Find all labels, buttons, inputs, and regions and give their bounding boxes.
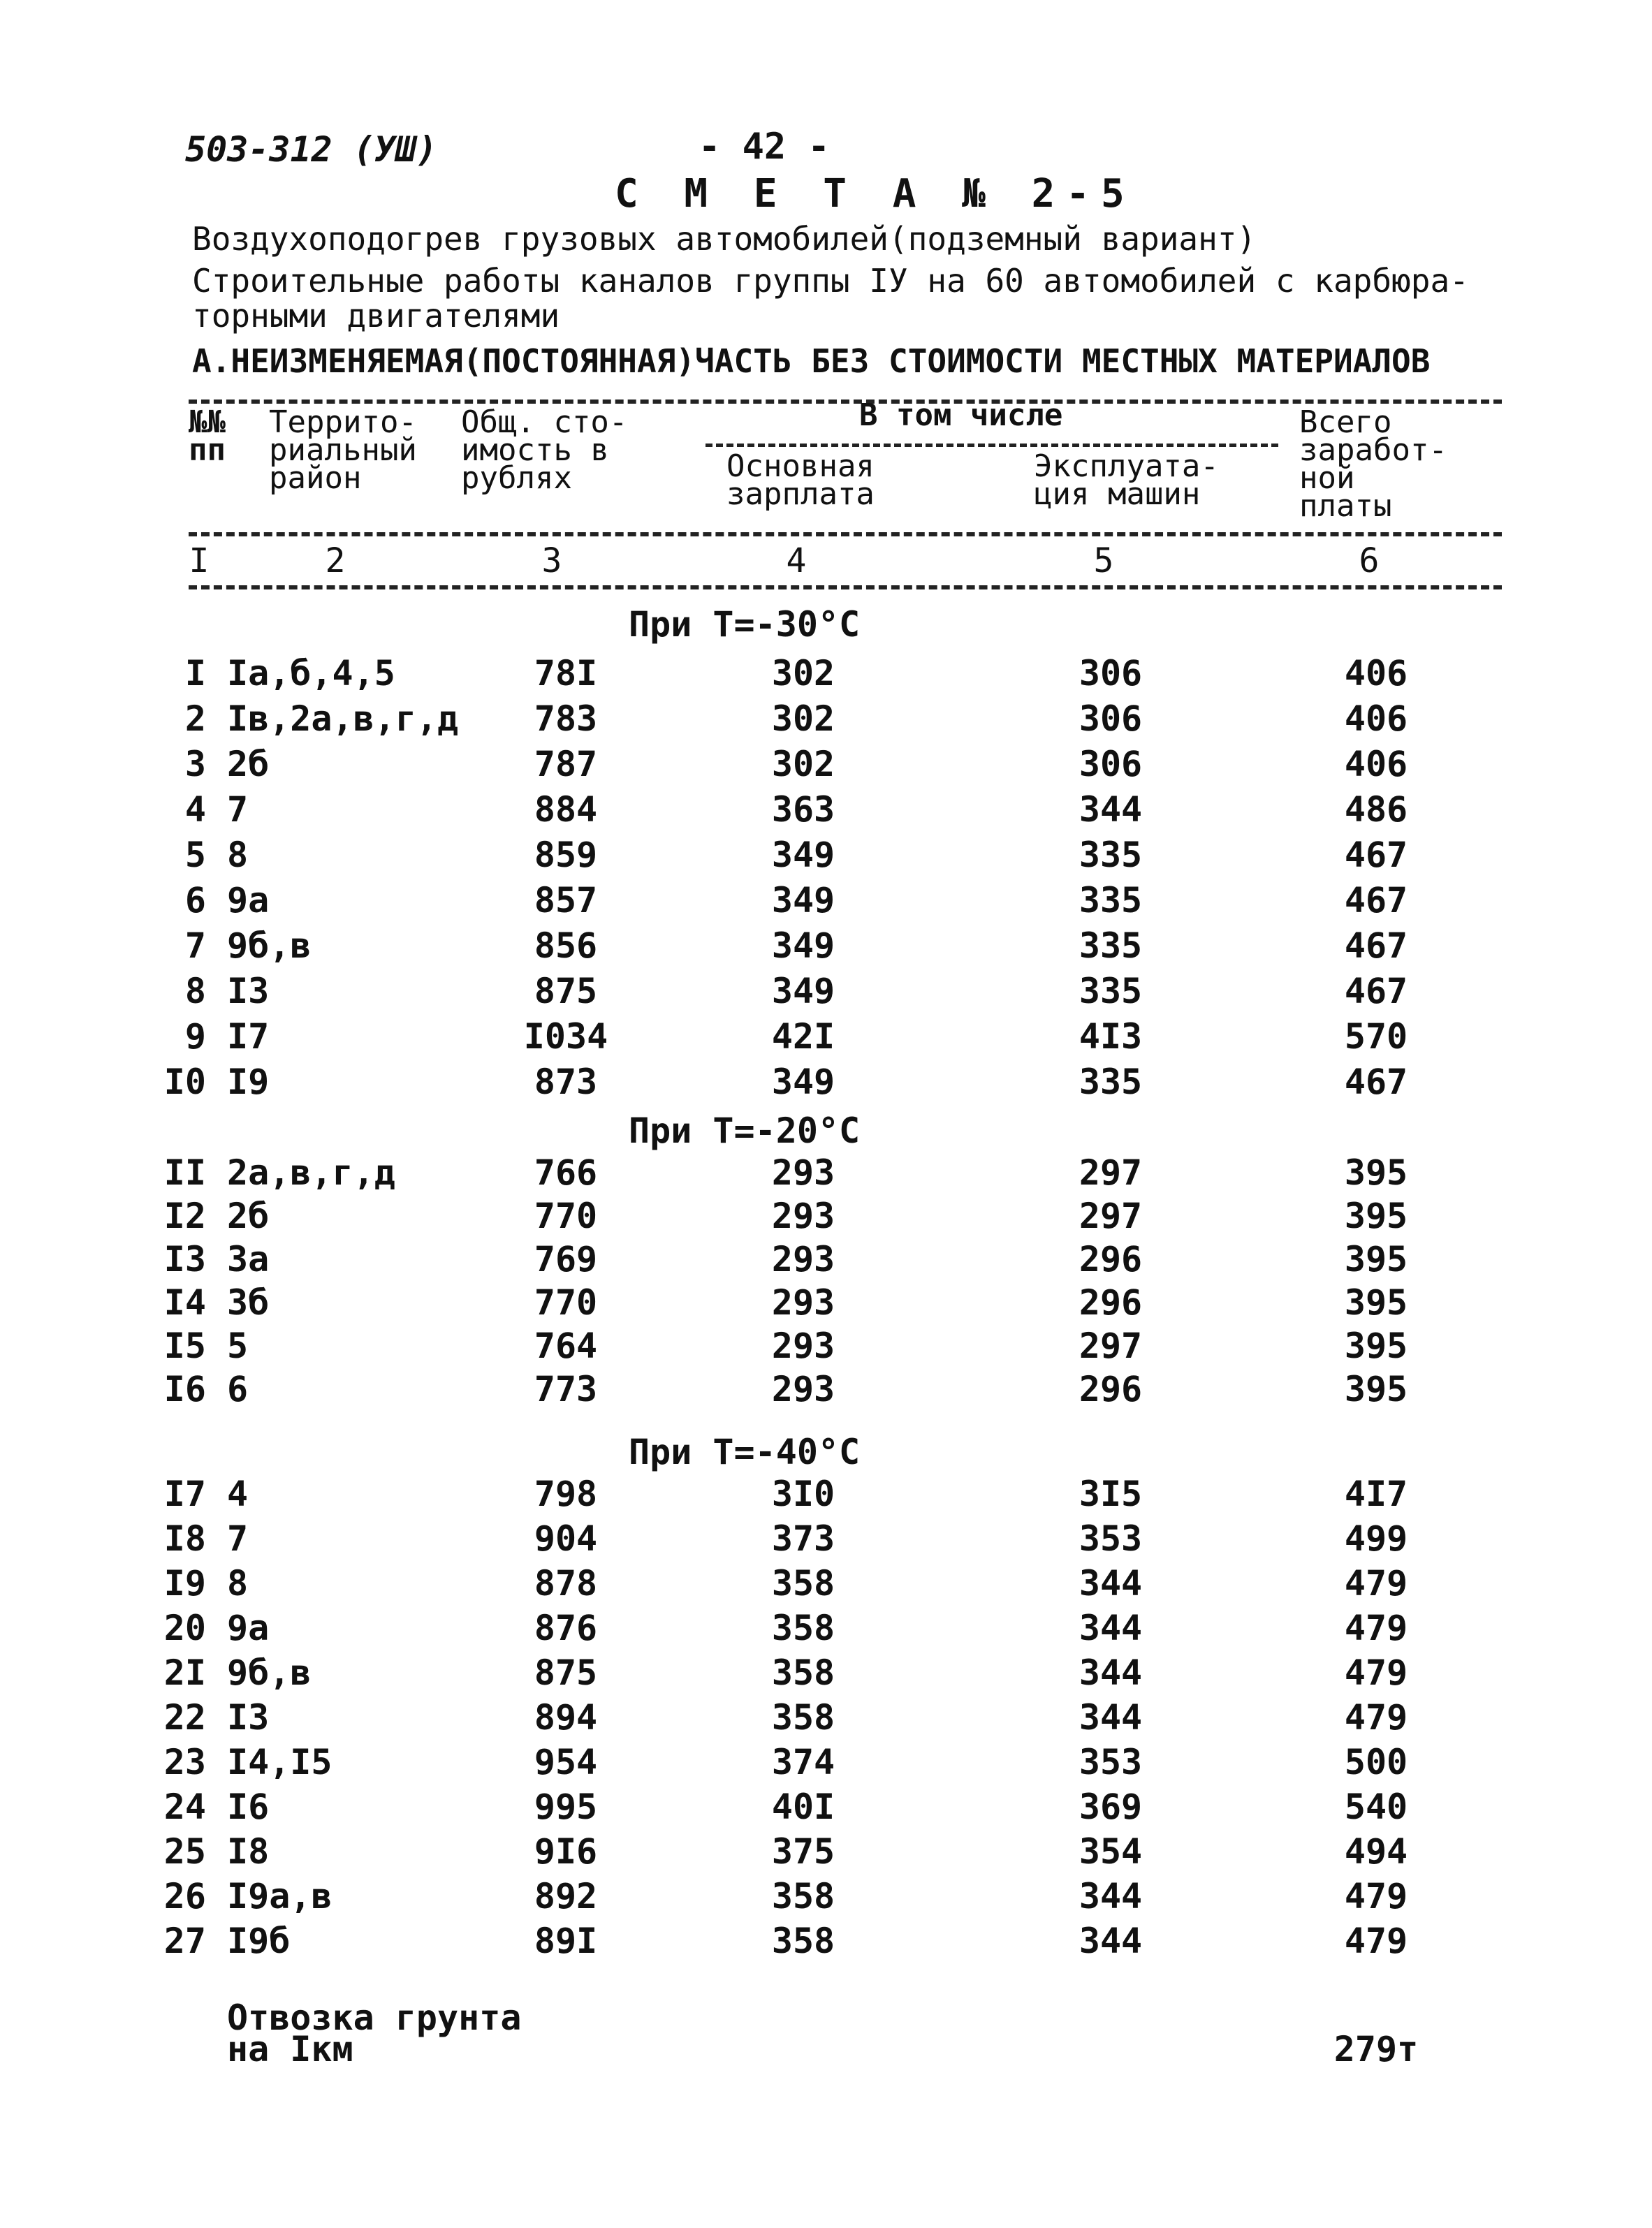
cell-region: 7: [227, 1518, 249, 1559]
cell-region: I6: [227, 1787, 270, 1827]
cell-wage: 293: [771, 1326, 835, 1366]
cell-total: 875: [534, 1652, 598, 1693]
footer-label-2: на Iкм: [227, 2029, 353, 2069]
cell-n: 2I: [163, 1652, 206, 1693]
cell-all: 395: [1344, 1326, 1408, 1366]
cell-region: I9а,в: [227, 1876, 332, 1916]
cell-machine: 335: [1079, 925, 1143, 966]
cell-machine: 344: [1079, 1608, 1143, 1648]
cell-all: 406: [1344, 653, 1408, 694]
cell-machine: 335: [1079, 880, 1143, 921]
subtitle-line-1: Воздухоподогрев грузовых автомобилей(подземный вариант): [192, 220, 1257, 258]
cell-machine: 296: [1079, 1369, 1143, 1409]
cell-region: Iа,б,4,5: [227, 653, 395, 694]
header-including: В том числе: [859, 397, 1063, 433]
cell-region: 8: [227, 1563, 249, 1604]
cell-n: I: [184, 653, 206, 694]
cell-n: 6: [184, 880, 206, 921]
cell-all: 540: [1344, 1787, 1408, 1827]
cell-region: 9б,в: [227, 1652, 312, 1693]
header-bottom-rule: [189, 532, 1502, 536]
cell-wage: 349: [771, 880, 835, 921]
cell-total: 9I6: [534, 1831, 598, 1872]
cell-n: 4: [184, 789, 206, 830]
cell-region: I7: [227, 1016, 270, 1057]
cell-n: II: [163, 1152, 206, 1193]
header-wage: Основная зарплата: [726, 448, 875, 512]
cell-wage: 373: [771, 1518, 835, 1559]
cell-all: 467: [1344, 925, 1408, 966]
cell-wage: 358: [771, 1608, 835, 1648]
cell-region: 9б,в: [227, 925, 312, 966]
cell-all: 479: [1344, 1697, 1408, 1738]
cell-total: 787: [534, 744, 598, 784]
cell-n: I2: [163, 1196, 206, 1236]
cell-total: 89I: [534, 1921, 598, 1961]
cell-n: 8: [184, 971, 206, 1011]
cell-total: 856: [534, 925, 598, 966]
cell-n: I6: [163, 1369, 206, 1409]
cell-wage: 358: [771, 1921, 835, 1961]
cell-n: I8: [163, 1518, 206, 1559]
cell-region: I3: [227, 971, 270, 1011]
cell-region: 4: [227, 1474, 249, 1514]
cell-all: 395: [1344, 1369, 1408, 1409]
section-label: При Т=-40°С: [629, 1432, 861, 1472]
cell-n: 20: [163, 1608, 206, 1648]
cell-wage: 358: [771, 1652, 835, 1693]
cell-region: I4,I5: [227, 1742, 332, 1782]
cell-n: I9: [163, 1563, 206, 1604]
cell-region: I8: [227, 1831, 270, 1872]
document-code: 503-312 (УШ): [185, 129, 438, 170]
cell-machine: 306: [1079, 698, 1143, 739]
cell-machine: 335: [1079, 835, 1143, 875]
cell-total: 878: [534, 1563, 598, 1604]
header-no: №№ пп: [189, 404, 226, 468]
cell-total: 798: [534, 1474, 598, 1514]
header-region: Террито- риальный район: [269, 404, 417, 496]
cell-wage: 302: [771, 653, 835, 694]
cell-n: 3: [184, 744, 206, 784]
cell-machine: 354: [1079, 1831, 1143, 1872]
cell-total: 769: [534, 1239, 598, 1280]
section-heading: А.НЕИЗМЕНЯЕМАЯ(ПОСТОЯННАЯ)ЧАСТЬ БЕЗ СТОИМОСТИ МЕСТНЫХ МАТЕРИАЛОВ: [192, 342, 1431, 380]
cell-wage: 349: [771, 925, 835, 966]
cell-wage: 3I0: [771, 1474, 835, 1514]
cell-region: I9б: [227, 1921, 291, 1961]
cell-all: 467: [1344, 1062, 1408, 1102]
cell-total: 857: [534, 880, 598, 921]
footer-value: 279т: [1333, 2029, 1419, 2069]
cell-n: 26: [163, 1876, 206, 1916]
cell-total: 954: [534, 1742, 598, 1782]
cell-wage: 302: [771, 744, 835, 784]
colnum-4: 4: [786, 541, 807, 580]
cell-total: 873: [534, 1062, 598, 1102]
cell-machine: 306: [1079, 744, 1143, 784]
cell-wage: 302: [771, 698, 835, 739]
cell-all: 395: [1344, 1239, 1408, 1280]
cell-n: I5: [163, 1326, 206, 1366]
cell-machine: 353: [1079, 1742, 1143, 1782]
cell-wage: 293: [771, 1152, 835, 1193]
colnum-bottom-rule: [189, 585, 1502, 589]
cell-wage: 293: [771, 1369, 835, 1409]
cell-machine: 296: [1079, 1239, 1143, 1280]
subtitle-line-3: торными двигателями: [192, 297, 560, 335]
cell-region: 8: [227, 835, 249, 875]
cell-all: 406: [1344, 744, 1408, 784]
cell-machine: 296: [1079, 1282, 1143, 1323]
cell-region: I9: [227, 1062, 270, 1102]
cell-n: I3: [163, 1239, 206, 1280]
cell-all: 499: [1344, 1518, 1408, 1559]
cell-region: I3: [227, 1697, 270, 1738]
cell-wage: 349: [771, 971, 835, 1011]
cell-machine: 344: [1079, 1876, 1143, 1916]
colnum-2: 2: [325, 541, 346, 580]
cell-n: I4: [163, 1282, 206, 1323]
cell-all: 494: [1344, 1831, 1408, 1872]
cell-total: 875: [534, 971, 598, 1011]
cell-machine: 344: [1079, 1652, 1143, 1693]
cell-machine: 297: [1079, 1152, 1143, 1193]
cell-region: 2а,в,г,д: [227, 1152, 395, 1193]
cell-all: 467: [1344, 835, 1408, 875]
cell-total: 770: [534, 1196, 598, 1236]
cell-region: 3а: [227, 1239, 270, 1280]
cell-all: 395: [1344, 1152, 1408, 1193]
cell-wage: 349: [771, 835, 835, 875]
cell-region: 2б: [227, 744, 270, 784]
cell-region: 9а: [227, 880, 270, 921]
cell-total: 884: [534, 789, 598, 830]
cell-total: 995: [534, 1787, 598, 1827]
cell-machine: 353: [1079, 1518, 1143, 1559]
cell-machine: 344: [1079, 1697, 1143, 1738]
cell-total: 764: [534, 1326, 598, 1366]
cell-machine: 369: [1079, 1787, 1143, 1827]
table-top-rule: [189, 400, 1502, 404]
cell-total: 770: [534, 1282, 598, 1323]
subtitle-line-2: Строительные работы каналов группы IУ на 60 автомобилей с карбюра-: [192, 262, 1469, 300]
cell-all: 467: [1344, 971, 1408, 1011]
cell-region: 9а: [227, 1608, 270, 1648]
cell-region: 5: [227, 1326, 249, 1366]
cell-all: 479: [1344, 1652, 1408, 1693]
footer-label-1: Отвозка грунта: [227, 1998, 522, 2038]
header-sub-rule: [706, 444, 1278, 447]
cell-n: I0: [163, 1062, 206, 1102]
cell-n: 5: [184, 835, 206, 875]
colnum-6: 6: [1359, 541, 1380, 580]
cell-region: 2б: [227, 1196, 270, 1236]
header-all-wage: Всего заработ- ной платы: [1299, 404, 1447, 524]
cell-n: 23: [163, 1742, 206, 1782]
header-total: Общ. сто- имость в рублях: [461, 404, 628, 496]
cell-wage: 42I: [771, 1016, 835, 1057]
cell-machine: 306: [1079, 653, 1143, 694]
section-label: При Т=-20°С: [629, 1111, 861, 1151]
cell-total: 783: [534, 698, 598, 739]
cell-total: 78I: [534, 653, 598, 694]
cell-region: 7: [227, 789, 249, 830]
cell-all: 500: [1344, 1742, 1408, 1782]
page-number: - 42 -: [699, 126, 830, 168]
colnum-3: 3: [541, 541, 562, 580]
document-title: С М Е Т А № 2-5: [615, 171, 1136, 217]
cell-wage: 349: [771, 1062, 835, 1102]
cell-total: 876: [534, 1608, 598, 1648]
cell-all: 395: [1344, 1282, 1408, 1323]
cell-total: 892: [534, 1876, 598, 1916]
cell-wage: 374: [771, 1742, 835, 1782]
cell-machine: 297: [1079, 1196, 1143, 1236]
cell-all: 395: [1344, 1196, 1408, 1236]
cell-machine: 344: [1079, 1921, 1143, 1961]
cell-machine: 4I3: [1079, 1016, 1143, 1057]
cell-all: 479: [1344, 1921, 1408, 1961]
cell-machine: 3I5: [1079, 1474, 1143, 1514]
cell-n: 27: [163, 1921, 206, 1961]
cell-all: 486: [1344, 789, 1408, 830]
cell-all: 406: [1344, 698, 1408, 739]
cell-total: 766: [534, 1152, 598, 1193]
cell-machine: 297: [1079, 1326, 1143, 1366]
cell-n: 2: [184, 698, 206, 739]
cell-wage: 358: [771, 1563, 835, 1604]
cell-n: I7: [163, 1474, 206, 1514]
cell-wage: 293: [771, 1239, 835, 1280]
cell-n: 22: [163, 1697, 206, 1738]
cell-total: I034: [523, 1016, 608, 1057]
cell-machine: 344: [1079, 789, 1143, 830]
cell-all: 479: [1344, 1608, 1408, 1648]
header-machine: Эксплуата- ция машин: [1034, 448, 1219, 512]
cell-machine: 344: [1079, 1563, 1143, 1604]
cell-total: 904: [534, 1518, 598, 1559]
cell-machine: 335: [1079, 971, 1143, 1011]
cell-all: 479: [1344, 1563, 1408, 1604]
colnum-1: I: [189, 541, 210, 580]
cell-all: 467: [1344, 880, 1408, 921]
cell-all: 570: [1344, 1016, 1408, 1057]
cell-n: 25: [163, 1831, 206, 1872]
cell-region: 6: [227, 1369, 249, 1409]
cell-all: 479: [1344, 1876, 1408, 1916]
cell-all: 4I7: [1344, 1474, 1408, 1514]
cell-total: 894: [534, 1697, 598, 1738]
cell-n: 24: [163, 1787, 206, 1827]
cell-wage: 375: [771, 1831, 835, 1872]
cell-wage: 293: [771, 1196, 835, 1236]
cell-wage: 40I: [771, 1787, 835, 1827]
cell-wage: 363: [771, 789, 835, 830]
cell-n: 9: [184, 1016, 206, 1057]
cell-wage: 358: [771, 1876, 835, 1916]
cell-n: 7: [184, 925, 206, 966]
cell-region: 3б: [227, 1282, 270, 1323]
cell-total: 773: [534, 1369, 598, 1409]
cell-region: Iв,2а,в,г,д: [227, 698, 459, 739]
section-label: При Т=-30°С: [629, 604, 861, 645]
cell-wage: 358: [771, 1697, 835, 1738]
cell-total: 859: [534, 835, 598, 875]
cell-wage: 293: [771, 1282, 835, 1323]
cell-machine: 335: [1079, 1062, 1143, 1102]
colnum-5: 5: [1093, 541, 1114, 580]
